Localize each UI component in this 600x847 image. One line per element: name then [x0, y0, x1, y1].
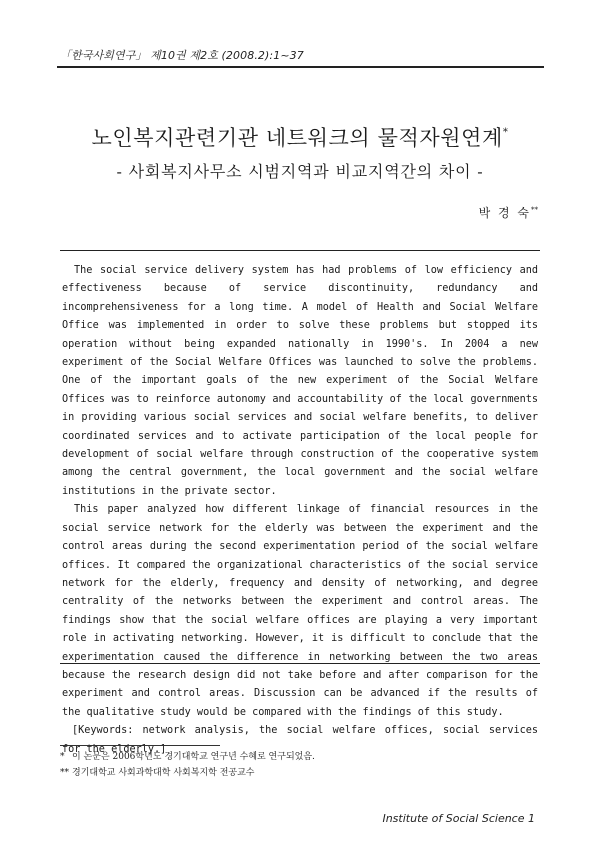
footnote-1-text: 이 논문은 2006학년도 경기대학교 연구년 수혜로 연구되었음.: [72, 752, 315, 762]
article-title: [0, 122, 600, 152]
article-subtitle: - 사회복지사무소 시범지역과 비교지역간의 차이 -: [116, 162, 484, 181]
abstract-keywords: [Keywords: network analysis, the social welfare offices, social services for the elderly.]: [62, 725, 538, 755]
abstract: [62, 262, 538, 759]
footnote-2: [60, 765, 315, 781]
abstract-top-rule: [60, 250, 540, 251]
footnote-rule: [60, 745, 220, 746]
journal-citation: 「한국사회연구」 제10권 제2호 (2008.2):1~37: [60, 49, 304, 62]
abstract-bottom-rule: [60, 663, 540, 664]
footnote-1: [60, 749, 315, 765]
author: [479, 204, 538, 221]
page-footer: Institute of Social Science 1: [382, 812, 535, 825]
article-title-text: 노인복지관련기관 네트워크의 물적자원연계: [91, 126, 503, 150]
author-footnote-mark: **: [531, 206, 538, 214]
author-name: 박 경 숙: [478, 206, 531, 220]
header-rule: [57, 66, 544, 68]
abstract-paragraph-1: The social service delivery system has had problems of low efficiency and effectiveness because of service discontinuity, redundancy and incomprehensiveness for a long time. A model of Health and Social Welfare Office was implemented in order to solve these problems but stopped its operation without being expanded nationally in 1990's. In 2004 a new experiment of the Social Welfare Offices was launched to solve the problems. One of the important goals of the new experiment of the Social Welfare Offices was to reinforce autonomy and accountability of the local governments in providing various social services and social welfare benefits, to deliver coordinated services and to activate participation of the local people for development of social welfare through construction of the cooperative system among the central government, the local government and the social welfare institutions in the private sector.: [62, 265, 538, 497]
footnotes: [60, 749, 315, 781]
footnote-2-text: 경기대학교 사회과학대학 사회복지학 전공교수: [72, 768, 255, 778]
abstract-paragraph-2: This paper analyzed how different linkage of financial resources in the social service network for the elderly was between the experiment and the control areas during the second experimentation period of the social welfare offices. It compared the organizational characteristics of the social service network for the elderly, frequency and density of networking, and degree centrality of the networks between the experiment and control areas. The findings show that the social welfare offices are playing a very important role in activating networking. However, it is difficult to conclude that the experimentation caused the difference in networking between the two areas because the research design did not take before and after comparison for the experiment and control areas. Discussion can be advanced if the results of the qualitative study would be compared with the findings of this study.: [62, 504, 538, 718]
footnote-2-mark: **: [60, 768, 69, 778]
title-footnote-mark: *: [502, 127, 509, 138]
footnote-1-mark: *: [60, 752, 65, 762]
